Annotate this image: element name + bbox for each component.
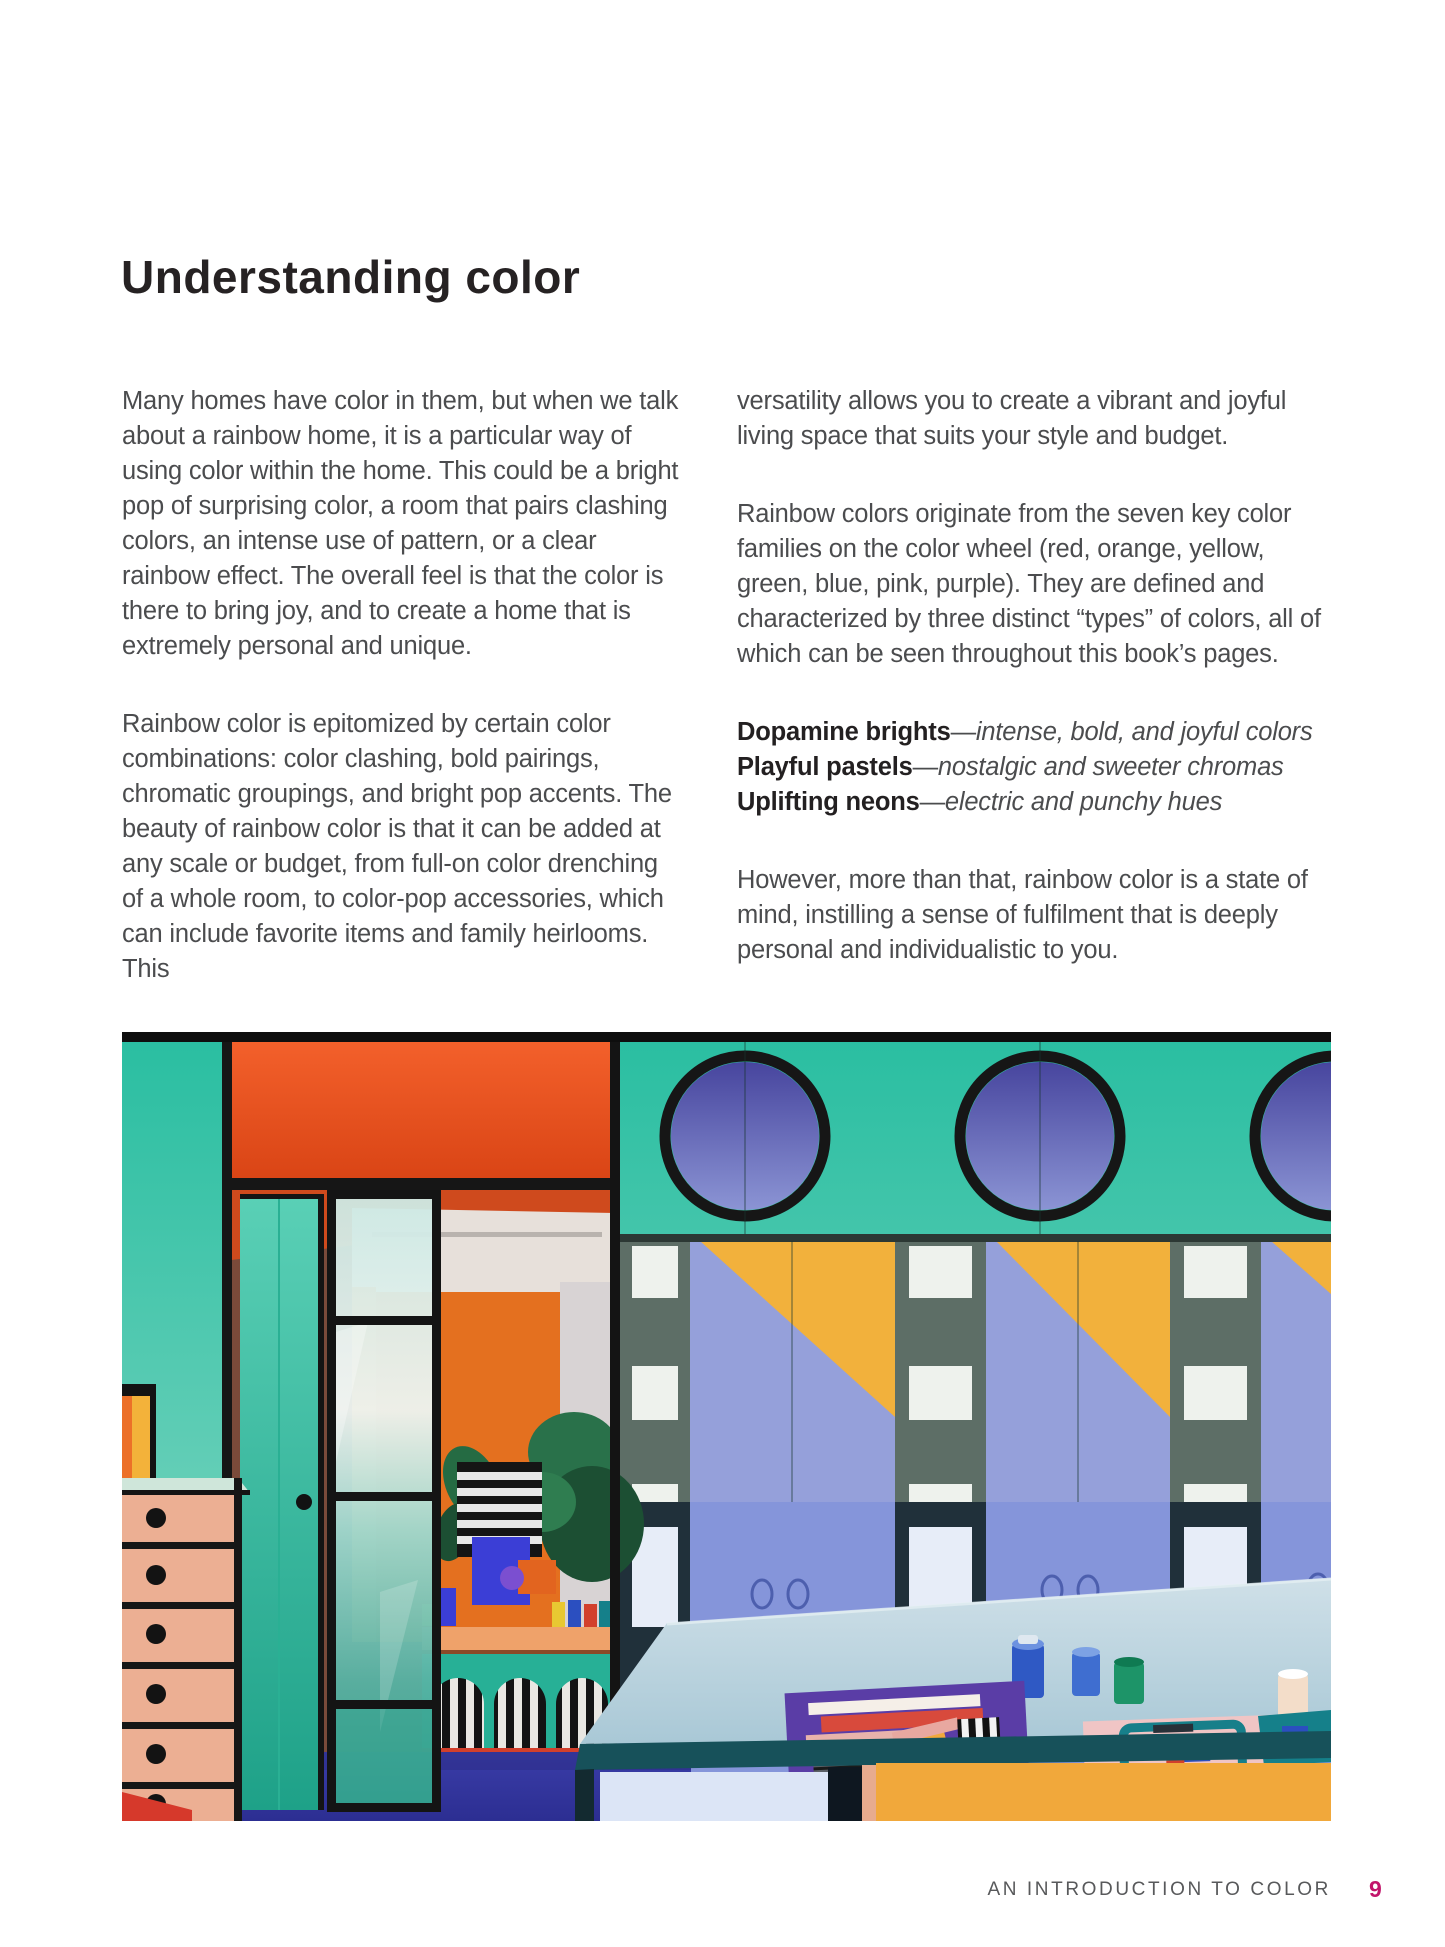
interior-photo-illustration [122, 1032, 1331, 1821]
paragraph: Rainbow color is epitomized by certain color combinations: color clashing, bold pairings, chromatic groupings, and bright pop accents. The beauty of rainbow color is that it can be added at any scale or budget, from full-on color drenching of a whole room, to color-pop accessories, which can include favorite items and family heirlooms. This [122, 710, 672, 983]
text-column-left [122, 384, 682, 1030]
definition-desc: intense, bold, and joyful colors [975, 718, 1313, 746]
definition-term: Uplifting neons [737, 788, 920, 816]
definition-term: Dopamine brights [737, 718, 951, 746]
footer-section-label: AN INTRODUCTION TO COLOR [987, 1879, 1331, 1900]
paragraph: Rainbow colors originate from the seven key color families on the color wheel (red, orange, yellow, green, blue, pink, purple). They are defined and characterized by three distinct “types” of colors, all of which can be seen throughout this book’s pages. [737, 500, 1321, 668]
text-column-right [737, 384, 1337, 1011]
definition-row [737, 785, 1337, 820]
definition-desc: nostalgic and sweeter chromas [937, 753, 1284, 781]
definition-term: Playful pastels [737, 753, 913, 781]
definition-row [737, 715, 1337, 750]
em-dash: — [919, 788, 945, 816]
definition-row [737, 750, 1337, 785]
interior-photo [122, 1032, 1331, 1821]
paragraph: However, more than that, rainbow color is a state of mind, instilling a sense of fulfilment that is deeply personal and individualistic to you. [737, 866, 1308, 964]
em-dash: — [912, 753, 938, 781]
definition-desc: electric and punchy hues [944, 788, 1223, 816]
color-type-definitions [737, 715, 1337, 820]
paragraph: Many homes have color in them, but when we talk about a rainbow home, it is a particular way of using color within the home. This could be a bright pop of surprising color, a room that pairs clashing colors, an intense use of pattern, or a clear rainbow effect. The overall feel is that the color is there to bring joy, and to create a home that is extremely personal and unique. [122, 387, 679, 660]
paragraph: versatility allows you to create a vibrant and joyful living space that suits your style and budget. [737, 387, 1287, 450]
em-dash: — [950, 718, 976, 746]
footer-page-number: 9 [1369, 1876, 1382, 1902]
page-title: Understanding color [121, 251, 581, 303]
